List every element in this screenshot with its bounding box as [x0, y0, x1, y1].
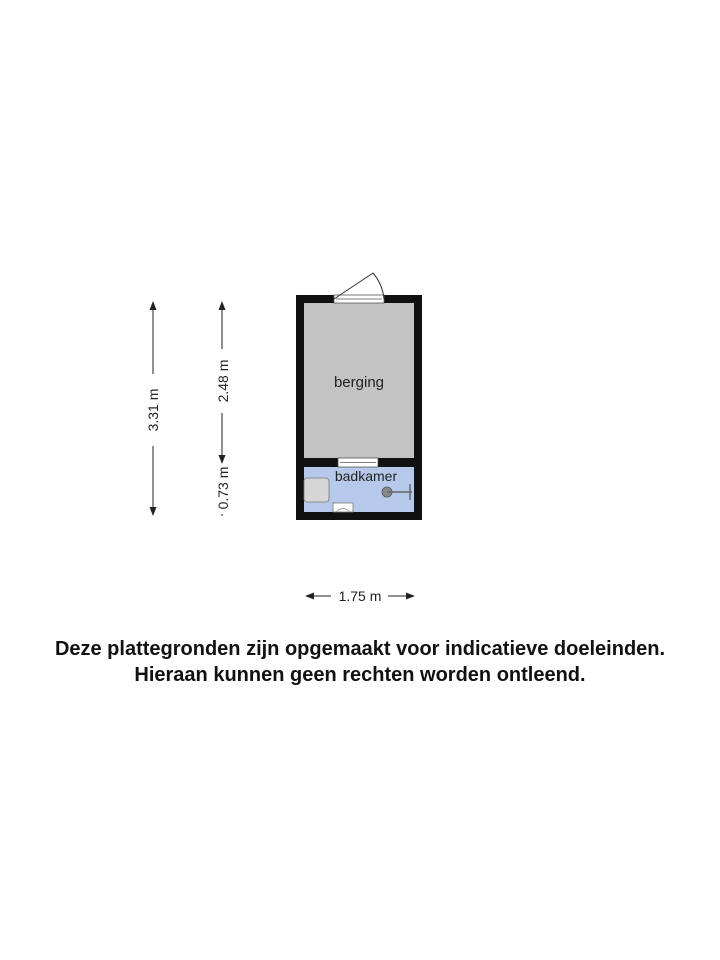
disclaimer-line-2: Hieraan kunnen geen rechten worden ontleend.: [134, 664, 586, 686]
badkamer-height-label: 0.73 m: [215, 466, 231, 510]
width-dimension: [305, 588, 415, 604]
toilet-icon: [304, 478, 329, 502]
room-height-dimensions: [215, 301, 231, 516]
total-height-label: 3.31 m: [145, 388, 161, 432]
door-icon: [334, 273, 384, 303]
width-label: 1.75 m: [338, 588, 382, 604]
total-height-dimension: [145, 301, 161, 516]
room-label-berging: berging: [333, 374, 385, 391]
room-label-badkamer: badkamer: [334, 468, 398, 484]
sink-icon: [333, 503, 353, 512]
disclaimer-line-1: Deze plattegronden zijn opgemaakt voor indicatieve doeleinden.: [54, 638, 666, 660]
interior-door-icon: [338, 458, 378, 467]
berging-height-label: 2.48 m: [215, 359, 231, 403]
disclaimer: [0, 636, 720, 688]
